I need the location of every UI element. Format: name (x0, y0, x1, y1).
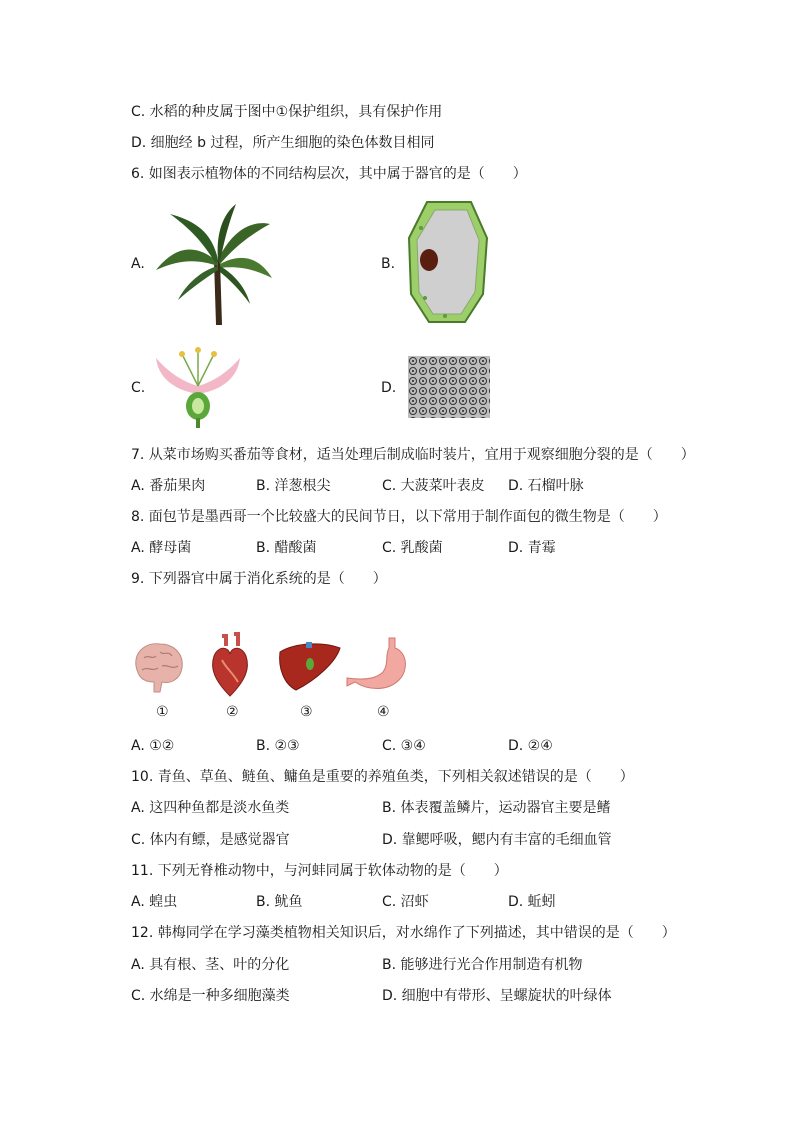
q10-option-a: A. 这四种鱼都是淡水鱼类 (131, 800, 290, 816)
q10-option-b: B. 体表覆盖鳞片，运动器官主要是鳍 (382, 800, 611, 816)
q6-option-a-label: A. (131, 256, 145, 272)
q11-option-d: D. 蚯蚓 (508, 894, 556, 910)
q7-option-d: D. 石榴叶脉 (508, 478, 584, 494)
q7-stem: 7. 从菜市场购买番茄等食材，适当处理后制成临时装片，宜用于观察细胞分裂的是（ ） (131, 447, 695, 463)
q6-option-b-label: B. (381, 256, 396, 272)
stomach-icon (345, 636, 411, 694)
q11-option-b: B. 鱿鱼 (256, 894, 303, 910)
q8-option-d: D. 青霉 (508, 540, 556, 556)
q9-stem: 9. 下列器官中属于消化系统的是（ ） (131, 571, 387, 587)
q9-option-b: B. ②③ (256, 738, 300, 754)
q10-stem: 10. 青鱼、草鱼、鲢鱼、鳙鱼是重要的养殖鱼类，下列相关叙述错误的是（ ） (131, 769, 634, 785)
q11-option-c: C. 沼虾 (382, 894, 429, 910)
q12-option-c: C. 水绵是一种多细胞藻类 (131, 988, 290, 1004)
q9-label-1: ① (156, 704, 169, 720)
q6-option-d-label: D. (381, 380, 397, 396)
banana-tree-icon (152, 200, 274, 328)
q10-option-d: D. 靠鳃呼吸，鳃内有丰富的毛细血管 (382, 832, 612, 848)
tissue-icon (408, 356, 490, 418)
q6-stem: 6. 如图表示植物体的不同结构层次，其中属于器官的是（ ） (131, 166, 527, 182)
q9-label-4: ④ (377, 704, 390, 720)
flower-icon (152, 346, 244, 428)
heart-icon (208, 632, 252, 698)
q7-option-b: B. 洋葱根尖 (256, 478, 331, 494)
q8-option-b: B. 醋酸菌 (256, 540, 317, 556)
q9-label-3: ③ (300, 704, 313, 720)
q7-option-c: C. 大菠菜叶表皮 (382, 478, 485, 494)
q11-stem: 11. 下列无脊椎动物中，与河蚌同属于软体动物的是（ ） (131, 863, 508, 879)
q9-option-a: A. ①② (131, 738, 175, 754)
q12-option-a: A. 具有根、茎、叶的分化 (131, 957, 290, 973)
q8-option-a: A. 酵母菌 (131, 540, 192, 556)
brain-icon (130, 638, 186, 694)
q6-option-c-label: C. (131, 380, 146, 396)
q12-option-d: D. 细胞中有带形、呈螺旋状的叶绿体 (382, 988, 612, 1004)
plant-cell-icon (405, 198, 491, 326)
q9-option-d: D. ②④ (508, 738, 553, 754)
liver-icon (276, 640, 342, 692)
q8-option-c: C. 乳酸菌 (382, 540, 443, 556)
q12-option-b: B. 能够进行光合作用制造有机物 (382, 957, 583, 973)
q5-option-d: D. 细胞经 b 过程，所产生细胞的染色体数目相同 (131, 135, 435, 151)
q9-label-2: ② (226, 704, 239, 720)
q9-option-c: C. ③④ (382, 738, 426, 754)
q8-stem: 8. 面包节是墨西哥一个比较盛大的民间节日，以下常用于制作面包的微生物是（ ） (131, 509, 667, 525)
q7-option-a: A. 番茄果肉 (131, 478, 206, 494)
q5-option-c: C. 水稻的种皮属于图中①保护组织，具有保护作用 (131, 104, 443, 120)
q10-option-c: C. 体内有鳔，是感觉器官 (131, 832, 290, 848)
q12-stem: 12. 韩梅同学在学习藻类植物相关知识后，对水绵作了下列描述，其中错误的是（ ） (131, 925, 676, 941)
q11-option-a: A. 蝗虫 (131, 894, 178, 910)
